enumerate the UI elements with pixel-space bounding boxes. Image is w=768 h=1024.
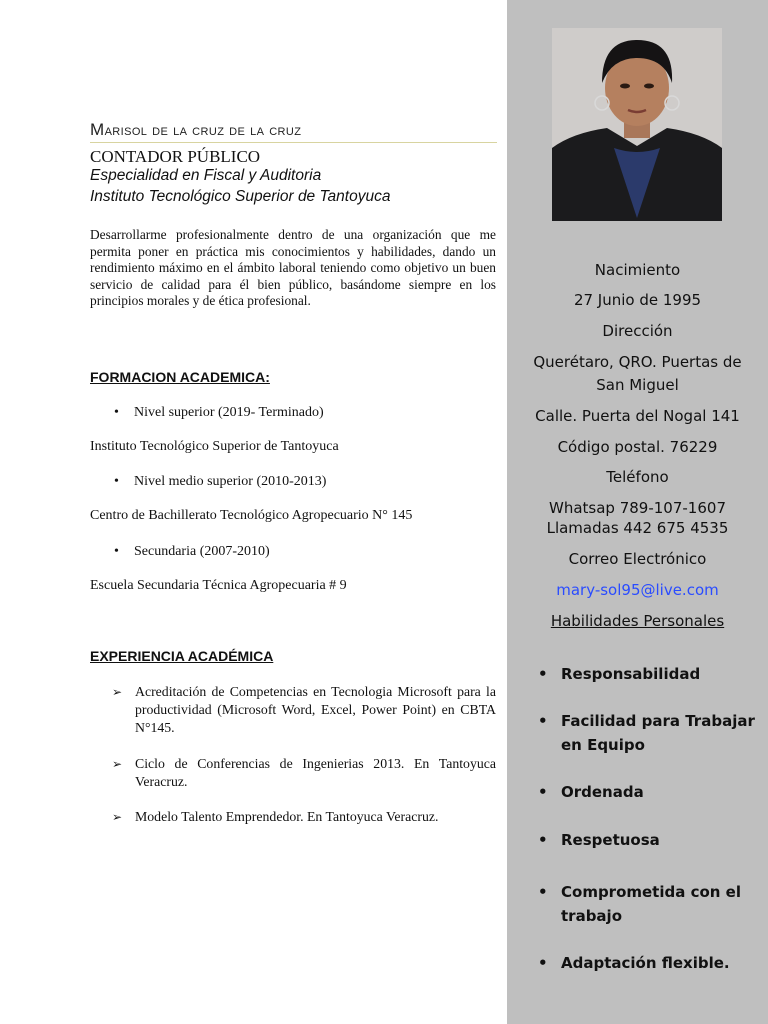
objective-paragraph: Desarrollarme profesionalmente dentro de una organización que me permita poner en práctica mis conocimientos y habilidades, dando un rendimiento máximo en el ámbito laboral teniendo como objetivo un buen servicio de calidad para él bien público, basándome siempre en los principios morales y de ética profesional.: [90, 227, 496, 308]
candidate-name: Marisol de la cruz de la cruz: [90, 120, 497, 143]
skills-heading: Habilidades Personales: [550, 612, 725, 630]
bullet-icon: •: [538, 883, 548, 901]
birth-label: Nacimiento: [594, 261, 681, 279]
address-line-1: Querétaro, QRO. Puertas de: [533, 353, 742, 371]
education-school: Centro de Bachillerato Tecnológico Agropecuario N° 145: [90, 508, 413, 523]
experience-heading: EXPERIENCIA ACADÉMICA: [90, 648, 274, 664]
education-level: • Nivel medio superior (2010-2013): [114, 474, 327, 489]
skill-item: • Comprometida con el trabajo: [538, 880, 758, 928]
bullet-icon: •: [114, 544, 119, 559]
bullet-icon: •: [114, 405, 119, 420]
education-school: Instituto Tecnológico Superior de Tantoyuca: [90, 439, 339, 454]
skill-item: • Adaptación flexible.: [538, 951, 758, 975]
bullet-icon: •: [538, 665, 548, 683]
education-heading: FORMACION ACADEMICA:: [90, 369, 270, 385]
experience-item: ➢ Modelo Talento Emprendedor. En Tantoyuca Veracruz.: [112, 809, 439, 824]
arrow-bullet-icon: ➢: [112, 685, 123, 699]
experience-item: ➢ Acreditación de Competencias en Tecnologia Microsoft para la productividad (Microsoft Word, Excel, Power Point) en CBTA N°145.: [112, 684, 496, 735]
postal-code: Código postal. 76229: [557, 438, 718, 456]
job-title: CONTADOR PÚBLICO: [90, 147, 261, 166]
arrow-bullet-icon: ➢: [112, 810, 123, 824]
experience-item: ➢ Ciclo de Conferencias de Ingenierias 2013. En Tantoyuca Veracruz.: [112, 756, 496, 789]
address-label: Dirección: [602, 322, 673, 340]
bullet-icon: •: [538, 954, 548, 972]
education-level: • Nivel superior (2019- Terminado): [114, 405, 324, 420]
calls-number: Llamadas 442 675 4535: [546, 519, 729, 537]
education-school: Escuela Secundaria Técnica Agropecuaria # 9: [90, 578, 347, 593]
birth-date: 27 Junio de 1995: [573, 291, 702, 309]
education-level: • Secundaria (2007-2010): [114, 544, 270, 559]
bullet-icon: •: [538, 712, 548, 730]
specialty: Especialidad en Fiscal y Auditoria: [90, 167, 322, 184]
email-label: Correo Electrónico: [568, 550, 707, 568]
skill-item: • Ordenada: [538, 780, 758, 804]
whatsapp-number: Whatsap 789-107-1607: [549, 499, 726, 517]
street-address: Calle. Puerta del Nogal 141: [535, 407, 740, 425]
profile-photo: [552, 28, 722, 221]
bullet-icon: •: [114, 474, 119, 489]
arrow-bullet-icon: ➢: [112, 757, 123, 771]
address-line-2: San Miguel: [596, 376, 679, 394]
email-link[interactable]: mary-sol95@live.com: [556, 581, 719, 599]
skill-item: • Responsabilidad: [538, 662, 758, 686]
skill-item: • Facilidad para Trabajar en Equipo: [538, 709, 758, 757]
bullet-icon: •: [538, 831, 548, 849]
skill-item: • Respetuosa: [538, 828, 758, 852]
bullet-icon: •: [538, 783, 548, 801]
institute: Instituto Tecnológico Superior de Tantoyuca: [90, 188, 391, 205]
phone-label: Teléfono: [606, 468, 669, 486]
